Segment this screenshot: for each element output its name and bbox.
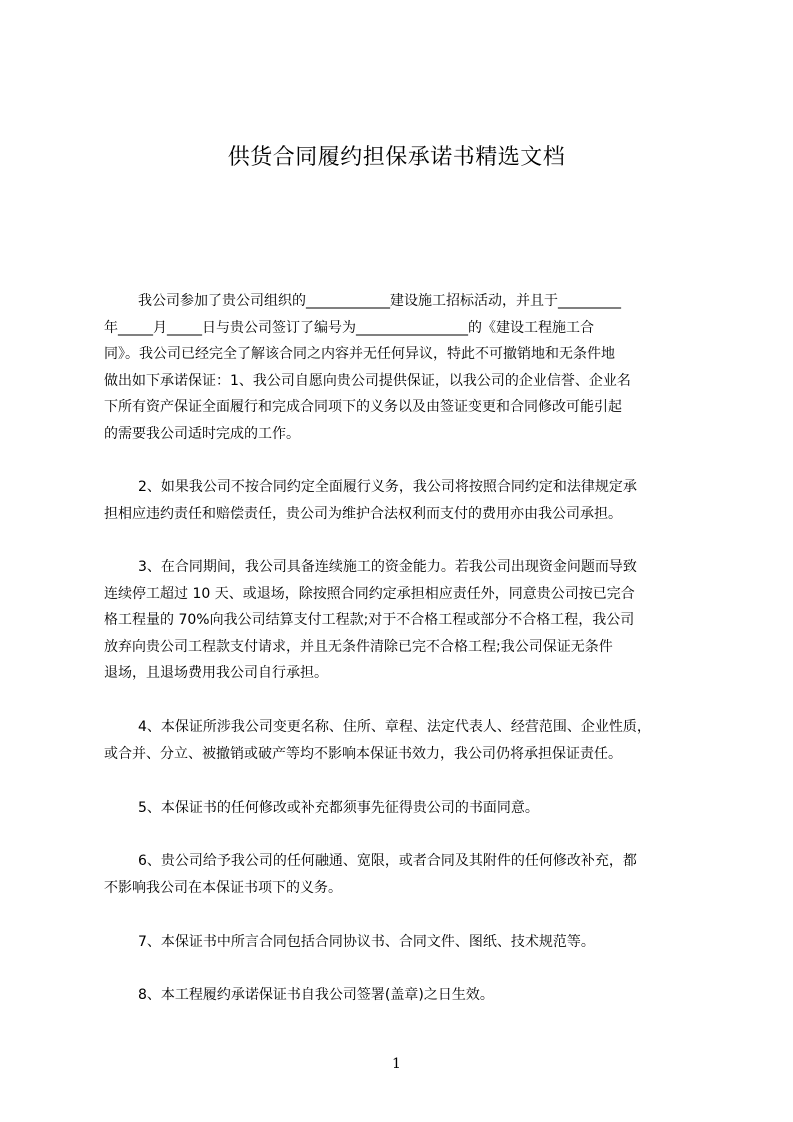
paragraph-line: 7、本保证书中所言合同包括合同协议书、合同文件、图纸、技术规范等。: [138, 934, 595, 950]
paragraph-6: [104, 848, 704, 901]
paragraph-line: 2、如果我公司不按合同约定全面履行义务，我公司将按照合同约定和法律规定承: [138, 479, 637, 495]
paragraph-line: 格工程量的 70%向我公司结算支付工程款;对于不合格工程或部分不合格工程，我公司: [104, 612, 635, 628]
paragraph-line: 年_____月_____日与贵公司签订了编号为________________的《建设工程施工合: [104, 319, 594, 336]
paragraph-3: [104, 554, 704, 687]
paragraph-line: 4、本保证所涉我公司变更名称、住所、章程、法定代表人、经营范围、企业性质，: [138, 719, 651, 735]
paragraph-7: [104, 929, 704, 956]
paragraph-line: 5、本保证书的任何修改或补充都须事先征得贵公司的书面同意。: [138, 800, 539, 816]
paragraph-line: 退场，且退场费用我公司自行承担。: [104, 665, 328, 681]
paragraph-2: [104, 474, 704, 527]
paragraph-line: 下所有资产保证全面履行和完成合同项下的义务以及由签证变更和合同修改可能引起: [104, 399, 622, 415]
paragraph-5: [104, 795, 704, 822]
paragraph-line: 6、贵公司给予我公司的任何融通、宽限，或者合同及其附件的任何修改补充，都: [138, 853, 637, 869]
paragraph-4: [104, 714, 704, 767]
paragraph-line: 担相应违约责任和赔偿责任，贵公司为维护合法权利而支付的费用亦由我公司承担。: [104, 505, 622, 522]
page-number: 1: [392, 1056, 401, 1072]
paragraph-line: 放弃向贵公司工程款支付请求，并且无条件清除已完不合格工程;我公司保证无条件: [104, 638, 613, 655]
paragraph-line: 8、本工程履约承诺保证书自我公司签署(盖章)之日生效。: [138, 987, 494, 1003]
paragraph-8: [104, 982, 704, 1009]
paragraph-line: 3、在合同期间，我公司具备连续施工的资金能力。若我公司出现资金问题而导致: [138, 559, 637, 575]
document-title: 供货合同履约担保承诺书精选文档: [227, 145, 566, 170]
paragraph-line: 连续停工超过 10 天、或退场，除按照合同约定承担相应责任外，同意贵公司按已完合: [104, 585, 635, 602]
paragraph-line: 做出如下承诺保证：1、我公司自愿向贵公司提供保证，以我公司的企业信誉、企业名: [104, 372, 631, 389]
paragraph-line: 或合并、分立、被撤销或破产等均不影响本保证书效力，我公司仍将承担保证责任。: [104, 745, 622, 762]
paragraph-line: 我公司参加了贵公司组织的____________建设施工招标活动，并且于_________: [138, 293, 621, 309]
paragraph-line: 的需要我公司适时完成的工作。: [104, 425, 300, 442]
paragraph-1: [104, 288, 704, 447]
paragraph-line: 同》。我公司已经完全了解该合同之内容并无任何异议，特此不可撤销地和无条件地: [104, 346, 615, 362]
paragraph-line: 不影响我公司在本保证书项下的义务。: [104, 879, 342, 896]
